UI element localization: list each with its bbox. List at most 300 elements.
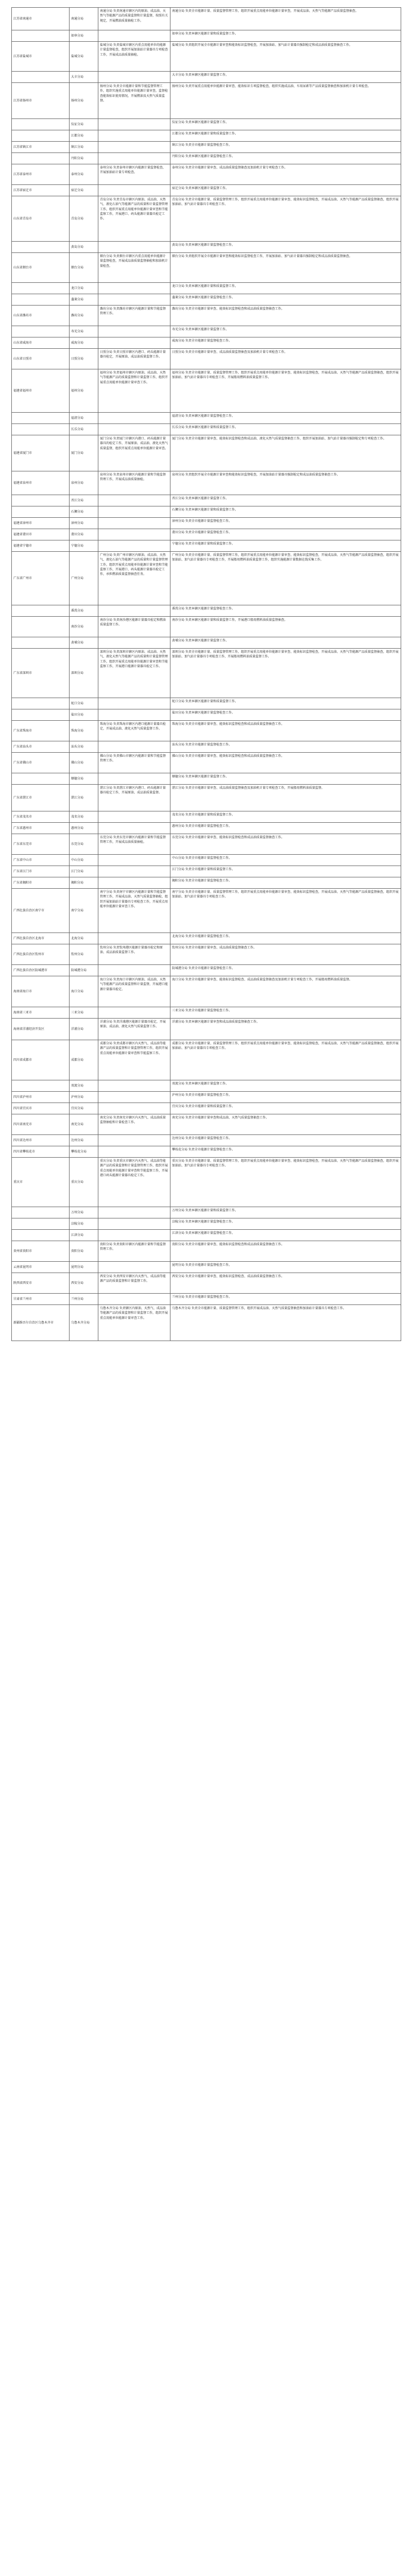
desc-cell <box>98 834 170 855</box>
unit-cell <box>12 30 70 42</box>
dept-cell <box>70 185 98 196</box>
unit-cell <box>12 1040 70 1080</box>
desc-cell <box>98 1294 170 1305</box>
dept-cell-text: 镇江分局 <box>71 145 84 149</box>
unit-cell <box>12 1114 70 1135</box>
content-cell <box>170 741 401 753</box>
unit-cell <box>12 976 70 1007</box>
content-cell-text: 双流分局 负责本辖区能源计量监督工作。 <box>172 1082 229 1086</box>
content-cell <box>170 933 401 944</box>
dept-cell <box>70 1230 98 1241</box>
unit-cell <box>12 834 70 855</box>
table-row <box>12 518 401 529</box>
dept-cell <box>70 965 98 976</box>
content-cell <box>170 142 401 153</box>
unit-cell-text: 四川省泸州市 <box>13 1095 32 1099</box>
desc-cell <box>98 72 170 83</box>
desc-cell-text: 乌鲁木齐分局 负责辖区内原油、天然气、成品油等能源产品的质量监督和计量监督工作，组织开展重点用能单位能源计量审查工作。 <box>100 1307 168 1320</box>
dept-cell-text: 盐田分局 <box>71 713 84 717</box>
unit-cell-text: 山东省青岛市 <box>13 216 32 221</box>
unit-cell-text: 广东省佛山市 <box>13 760 32 765</box>
unit-cell-text: 广东省江门市 <box>13 869 32 873</box>
desc-cell <box>98 617 170 637</box>
table-row <box>12 306 401 326</box>
desc-cell <box>98 153 170 164</box>
desc-cell <box>98 283 170 294</box>
unit-cell <box>12 649 70 698</box>
content-cell-text: 莆田分局 负责全市能源计量监督检查工作。 <box>172 531 232 534</box>
table-row <box>12 1103 401 1114</box>
unit-cell-text: 江苏省宿迁市 <box>13 188 32 192</box>
unit-cell <box>12 369 70 413</box>
dept-cell <box>70 976 98 1007</box>
dept-cell-text: 仪征分局 <box>71 122 84 126</box>
dept-cell-text: 日照分局 <box>71 357 84 361</box>
desc-cell <box>98 1040 170 1080</box>
unit-cell <box>12 506 70 518</box>
unit-cell <box>12 495 70 506</box>
unit-cell-text: 福建省福州市 <box>13 388 32 393</box>
unit-cell <box>12 283 70 294</box>
dept-cell <box>70 294 98 306</box>
unit-cell <box>12 1294 70 1305</box>
desc-cell-text: 南沙分局 负责南沙港区能源计量器具检定和燃油质量监督工作。 <box>100 618 166 627</box>
content-cell <box>170 1158 401 1207</box>
dept-cell <box>70 1305 98 1341</box>
dept-cell-text: 中山分局 <box>71 858 84 862</box>
desc-cell-text: 钦州分局 负责钦州港区能源计量器具检定和原油、成品油质量监督工作。 <box>100 946 163 955</box>
content-cell-text: 珠海分局 负责全市能源计量审查、能效标识监督检查和成品油质量监督抽查工作。 <box>172 722 284 726</box>
dept-cell <box>70 196 98 242</box>
desc-cell-text: 泉州分局 负责泉州市辖区内能源计量和节能监督管理工作，开展成品油质量抽检。 <box>100 473 166 482</box>
unit-cell <box>12 889 70 933</box>
content-cell <box>170 196 401 242</box>
unit-cell <box>12 1305 70 1341</box>
unit-cell-text: 江苏省镇江市 <box>13 145 32 149</box>
content-cell-text: 蓬莱分局 负责本辖区能源计量监督检查工作。 <box>172 296 235 299</box>
unit-cell-text: 海南省洋浦经济开发区 <box>13 1027 45 1031</box>
unit-cell <box>12 552 70 605</box>
unit-cell <box>12 294 70 306</box>
unit-cell-text: 江苏省泰州市 <box>13 172 32 176</box>
content-cell-text: 重庆分局 负责全市能源计量、质量监督管理工作，组织开展重点用能单位能源计量审查、能效标识监督检查，开展成品油、天然气等能源产品质量监督抽查，组织开展加油站、加气站计量器具专项检查工作。 <box>172 1159 399 1168</box>
content-cell <box>170 721 401 741</box>
table-row <box>12 709 401 721</box>
unit-cell <box>12 1207 70 1218</box>
content-cell <box>170 698 401 709</box>
desc-cell <box>98 540 170 552</box>
dept-cell <box>70 741 98 753</box>
content-cell <box>170 605 401 617</box>
content-cell-text: 广州分局 负责全市能源计量、质量监督管理工作，组织开展重点用能单位能源计量审查、能效标识监督检查，开展成品油、天然气等能源产品质量监督抽查，组织开展加油站、加气站计量器具专项检查工作，开展船用燃料油质量监督工作，组织实施能源计量数据在线采集工作。 <box>172 553 399 562</box>
document-page <box>0 7 412 1341</box>
content-cell <box>170 185 401 196</box>
desc-cell <box>98 119 170 130</box>
desc-cell <box>98 855 170 866</box>
unit-cell <box>12 1158 70 1207</box>
unit-cell-text: 江苏省扬州市 <box>13 98 32 103</box>
unit-cell-text: 山东省日照市 <box>13 357 32 361</box>
unit-cell <box>12 540 70 552</box>
unit-cell-text: 四川省宜宾市 <box>13 1106 32 1110</box>
dept-cell-text: 汕头分局 <box>71 744 84 749</box>
unit-cell-text: 海南省海口市 <box>13 989 32 993</box>
content-cell <box>170 471 401 495</box>
unit-cell <box>12 1241 70 1262</box>
unit-cell-text: 陕西省西安市 <box>13 1281 32 1285</box>
dept-cell-text: 长乐分局 <box>71 427 84 431</box>
dept-cell <box>70 42 98 72</box>
table-row <box>12 721 401 741</box>
content-cell <box>170 30 401 42</box>
table-row <box>12 349 401 369</box>
content-cell-text: 黄埔分局 负责本辖区能源计量监督工作。 <box>172 639 229 642</box>
dept-cell-text: 龙口分局 <box>71 286 84 290</box>
unit-cell-text: 海南省三亚市 <box>13 1010 32 1014</box>
content-cell-text: 攀枝花分局 负责全市能源计量监督检查工作。 <box>172 1148 235 1151</box>
unit-cell <box>12 1146 70 1158</box>
dept-cell-text: 南充分局 <box>71 1122 84 1126</box>
content-cell-text: 泸州分局 负责全市能源计量监督检查工作。 <box>172 1093 232 1097</box>
table-row <box>12 1273 401 1294</box>
content-cell <box>170 855 401 866</box>
dept-cell-text: 福清分局 <box>71 416 84 420</box>
content-cell <box>170 649 401 698</box>
content-cell-text: 宁德分局 负责全市能源计量和质量监督工作。 <box>172 542 235 546</box>
table-row <box>12 1305 401 1341</box>
table-row <box>12 1092 401 1103</box>
content-cell-text: 东莞分局 负责全市能源计量审查、能效标识监督检查和成品油质量监督抽查工作。 <box>172 836 284 839</box>
content-cell-text: 南充分局 负责全市能源计量审查和成品油、天然气质量监督抽查工作。 <box>172 1116 269 1120</box>
dept-cell-text: 黄埔分局 <box>71 640 84 645</box>
content-cell-text: 洋浦分局 负责本辖区能源计量审查和成品油质量监督抽查工作。 <box>172 1020 260 1024</box>
content-cell-text: 钦州分局 负责全市能源计量审查、成品油质量监督抽查工作。 <box>172 946 256 950</box>
dept-cell-text: 江津分局 <box>71 1233 84 1237</box>
dept-cell-text: 黄岛分局 <box>71 245 84 249</box>
content-cell <box>170 164 401 185</box>
desc-cell-text: 湛江分局 负责湛江市辖区内港口、码头能源计量器具检定工作，开展原油、成品油质量监督。 <box>100 786 166 795</box>
table-row <box>12 866 401 877</box>
desc-cell-text: 盐城分局 负责盐城市辖区内重点用能单位的能源计量监督检查，组织开展加油站计量器具专项检查工作，开展成品油质量抽检。 <box>100 43 168 57</box>
content-cell <box>170 1146 401 1158</box>
desc-cell <box>98 637 170 649</box>
unit-cell-text: 云南省昆明市 <box>13 1265 32 1269</box>
content-cell-text: 惠州分局 负责全市能源计量监督检查工作。 <box>172 824 232 828</box>
desc-cell-text: 青岛分局 负责青岛市辖区内原油、成品油、天然气、液化石油气等能源产品的质量和计量监督管理工作，组织开展重点用能单位能源计量审查和节能监察工作，开展港口、码头能源计量器具检定工作。 <box>100 198 168 221</box>
content-cell-text: 揭阳分局 负责全市能源计量监督检查工作。 <box>172 879 232 883</box>
desc-cell <box>98 506 170 518</box>
dept-cell <box>70 552 98 605</box>
content-cell-text: 威海分局 负责全市能源计量监督检查工作。 <box>172 339 232 343</box>
agency-table-body <box>12 8 401 1341</box>
dept-cell <box>70 72 98 83</box>
dept-cell <box>70 855 98 866</box>
desc-cell <box>98 196 170 242</box>
content-cell-text: 黄岛分局 负责本辖区能源计量监督检查工作。 <box>172 243 235 247</box>
content-cell <box>170 1305 401 1341</box>
content-cell-text: 番禺分局 负责本辖区能源计量监督检查工作。 <box>172 607 235 611</box>
table-row <box>12 196 401 242</box>
desc-cell <box>98 823 170 834</box>
content-cell <box>170 811 401 823</box>
dept-cell-text: 东莞分局 <box>71 842 84 846</box>
content-cell <box>170 153 401 164</box>
unit-cell <box>12 1273 70 1294</box>
unit-cell-text: 福建省厦门市 <box>13 451 32 455</box>
desc-cell <box>98 721 170 741</box>
content-cell-text: 汕头分局 负责全市能源计量监督检查工作。 <box>172 743 232 747</box>
unit-cell <box>12 424 70 435</box>
unit-cell <box>12 877 70 889</box>
unit-cell <box>12 855 70 866</box>
unit-cell-text: 重庆市 <box>13 1180 23 1184</box>
desc-cell <box>98 306 170 326</box>
content-cell-text: 镇江分局 负责全市能源计量监督检查工作。 <box>172 143 232 147</box>
unit-cell-text: 广东省茂名市 <box>13 815 32 819</box>
content-cell <box>170 1019 401 1040</box>
unit-cell <box>12 349 70 369</box>
dept-cell-text: 蓬莱分局 <box>71 297 84 301</box>
table-row <box>12 889 401 933</box>
table-row <box>12 83 401 119</box>
table-row <box>12 242 401 253</box>
content-cell-text: 扬州分局 负责开展重点用能单位能源计量审查、能效标识专项监督检查，组织实施成品油、车用尿素等产品质量监督抽查和加油机计量专项检查。 <box>172 84 371 88</box>
desc-cell <box>98 1273 170 1294</box>
unit-cell <box>12 1092 70 1103</box>
content-cell <box>170 1040 401 1080</box>
dept-cell <box>70 142 98 153</box>
content-cell-text: 海口分局 负责全市能源计量审查、能效标识监督检查、成品油质量监督抽查及加油机计量专项检查工作，开展船用燃料油质量监督。 <box>172 978 352 981</box>
dept-cell <box>70 30 98 42</box>
content-cell <box>170 1114 401 1135</box>
unit-cell <box>12 1135 70 1146</box>
dept-cell <box>70 753 98 773</box>
dept-cell-text: 晋江分局 <box>71 498 84 502</box>
content-cell <box>170 435 401 471</box>
dept-cell <box>70 1103 98 1114</box>
desc-cell-text: 重庆分局 负责重庆市辖区内天然气、成品油等能源产品的质量监督和计量监督管理工作，组织开展重点用能单位能源计量审查和节能监察工作，开展港口码头能源计量器具检定工作。 <box>100 1159 168 1177</box>
dept-cell-text: 大丰分局 <box>71 75 84 79</box>
unit-cell <box>12 42 70 72</box>
dept-cell <box>70 866 98 877</box>
unit-cell <box>12 337 70 349</box>
content-cell <box>170 326 401 337</box>
content-cell-text: 福州分局 负责全市能源计量、质量监督管理工作，组织开展重点用能单位能源计量审查、能效标识监督检查，开展成品油、天然气等能源产品质量监督抽查，组织开展加油站、加气站计量器具专项检查工作，开展船用燃料油质量监督工作。 <box>172 371 399 380</box>
content-cell <box>170 1007 401 1019</box>
table-row <box>12 773 401 785</box>
desc-cell-text: 广州分局 负责广州市辖区内原油、成品油、天然气、液化石油气等能源产品的质量和计量监督管理工作，组织开展重点用能单位能源计量审查和节能监察工作，开展港口、码头能源计量器具检定工作，承担燃油质量监督抽查任务。 <box>100 553 168 577</box>
desc-cell <box>98 811 170 823</box>
table-row <box>12 337 401 349</box>
dept-cell-text: 如皋分局 <box>71 33 84 38</box>
dept-cell <box>70 1019 98 1040</box>
unit-cell-text: 四川省攀枝花市 <box>13 1149 36 1154</box>
content-cell <box>170 42 401 72</box>
content-cell <box>170 773 401 785</box>
dept-cell <box>70 1207 98 1218</box>
content-cell <box>170 1218 401 1230</box>
desc-cell <box>98 1230 170 1241</box>
dept-cell <box>70 1218 98 1230</box>
dept-cell <box>70 369 98 413</box>
unit-cell <box>12 785 70 811</box>
content-cell <box>170 72 401 83</box>
dept-cell-text: 宜宾分局 <box>71 1106 84 1110</box>
table-row <box>12 8 401 30</box>
desc-cell-text: 烟台分局 负责烟台市辖区内重点用能单位能源计量监督检查，开展成品油质量监督抽检和加油机计量检查。 <box>100 255 168 268</box>
table-row <box>12 369 401 413</box>
content-cell-text: 南通分局 负责全市能源计量、质量监督管理工作，组织开展重点用能单位能源计量审查，开展成品油、天然气等能源产品质量监督抽查。 <box>172 9 358 13</box>
desc-cell-text: 成都分局 负责成都市辖区内天然气、成品油等能源产品的质量监督和计量监督管理工作，组织开展重点用能单位能源计量审查和节能监察工作。 <box>100 1042 168 1055</box>
dept-cell-text: 福州分局 <box>71 388 84 393</box>
dept-cell-text: 潍坊分局 <box>71 313 84 317</box>
dept-cell <box>70 811 98 823</box>
table-row <box>12 1262 401 1273</box>
desc-cell-text: 扬州分局 负责全市能源计量和节能监督管理工作，组织实施重点用能单位能源计量审查，监督检查能效标识使用情况，开展燃油及天然气质量监督。 <box>100 84 168 103</box>
content-cell-text: 盐城分局 负责组织开展全市能源计量审查和能效标识监督检查，开展加油站、加气站计量器具强制检定和成品油质量监督抽查工作。 <box>172 43 352 47</box>
content-cell-text: 大丰分局 负责本辖区能源计量监督工作。 <box>172 73 229 77</box>
dept-cell <box>70 1007 98 1019</box>
dept-cell-text: 揭阳分局 <box>71 880 84 885</box>
unit-cell-text: 广东省汕头市 <box>13 744 32 749</box>
desc-cell <box>98 349 170 369</box>
content-cell-text: 江都分局 负责本辖区能源计量和质量监督工作。 <box>172 132 238 135</box>
table-row <box>12 933 401 944</box>
content-cell <box>170 349 401 369</box>
desc-cell <box>98 709 170 721</box>
content-cell <box>170 1092 401 1103</box>
dept-cell <box>70 283 98 294</box>
dept-cell-text: 丹阳分局 <box>71 156 84 160</box>
content-cell <box>170 518 401 529</box>
content-cell-text: 青岛分局 负责全市能源计量、质量监督管理工作，组织开展重点用能单位能源计量审查、能效标识监督检查，开展成品油、天然气等能源产品质量监督抽查，组织开展加油站、加气站计量器具专项检查工作。 <box>172 198 399 207</box>
dept-cell-text: 漳州分局 <box>71 521 84 525</box>
desc-cell-text: 珠海分局 负责珠海市辖区内港口能源计量器具检定，开展成品油、液化天然气质量监督工作。 <box>100 722 166 731</box>
desc-cell <box>98 253 170 283</box>
dept-cell <box>70 1262 98 1273</box>
dept-cell-text: 三亚分局 <box>71 1010 84 1014</box>
unit-cell-text: 广东省中山市 <box>13 858 32 862</box>
dept-cell <box>70 471 98 495</box>
dept-cell <box>70 1158 98 1207</box>
table-row <box>12 1230 401 1241</box>
unit-cell <box>12 1262 70 1273</box>
dept-cell-text: 烟台分局 <box>71 265 84 269</box>
content-cell <box>170 253 401 283</box>
table-row <box>12 1080 401 1092</box>
dept-cell-text: 洋浦分局 <box>71 1027 84 1031</box>
dept-cell-text: 南宁分局 <box>71 908 84 912</box>
desc-cell-text: 厦门分局 负责厦门市辖区内港口、码头能源计量器具的检定工作，开展原油、成品油、液化天然气质量监督，组织开展重点用能单位能源计量审查。 <box>100 437 168 450</box>
desc-cell <box>98 471 170 495</box>
unit-cell-text: 广西壮族自治区防城港市 <box>13 968 48 972</box>
content-cell-text: 三亚分局 负责全市能源计量监督检查工作。 <box>172 1009 232 1012</box>
content-cell <box>170 413 401 424</box>
dept-cell <box>70 773 98 785</box>
dept-cell <box>70 1135 98 1146</box>
unit-cell <box>12 1080 70 1092</box>
desc-cell <box>98 933 170 944</box>
desc-cell <box>98 242 170 253</box>
table-row <box>12 471 401 495</box>
desc-cell <box>98 326 170 337</box>
desc-cell <box>98 1019 170 1040</box>
content-cell-text: 烟台分局 负责组织开展全市能源计量审查和能效标识监督检查工作，开展加油站、加气站计量器具强制检定和成品油质量监督抽查。 <box>172 255 352 258</box>
unit-cell-text: 广西壮族自治区钦州市 <box>13 952 45 956</box>
dept-cell-text: 湛江分局 <box>71 795 84 800</box>
content-cell <box>170 1080 401 1092</box>
content-cell <box>170 1135 401 1146</box>
desc-cell <box>98 944 170 965</box>
desc-cell-text: 贵阳分局 负责贵阳市辖区内能源计量和节能监督管理工作。 <box>100 1243 166 1251</box>
dept-cell <box>70 435 98 471</box>
content-cell-text: 寿光分局 负责本辖区能源计量监督工作。 <box>172 328 229 331</box>
dept-cell-text: 重庆分局 <box>71 1180 84 1184</box>
desc-cell <box>98 529 170 540</box>
dept-cell <box>70 83 98 119</box>
unit-cell <box>12 1230 70 1241</box>
unit-cell-text: 甘肃省兰州市 <box>13 1297 32 1301</box>
unit-cell <box>12 326 70 337</box>
table-row <box>12 1114 401 1135</box>
content-cell <box>170 283 401 294</box>
dept-cell <box>70 8 98 30</box>
dept-cell <box>70 506 98 518</box>
desc-cell <box>98 337 170 349</box>
desc-cell <box>98 142 170 153</box>
dept-cell-text: 顺德分局 <box>71 776 84 781</box>
table-row <box>12 1146 401 1158</box>
content-cell-text: 南宁分局 负责全市能源计量、质量监督管理工作，组织开展重点用能单位能源计量审查、能效标识监督检查，开展成品油、天然气等能源产品质量监督抽查，组织开展加油站、加气站计量器具专项检查工作。 <box>172 890 399 899</box>
desc-cell <box>98 1080 170 1092</box>
table-row <box>12 605 401 617</box>
table-row <box>12 283 401 294</box>
dept-cell-text: 泸州分局 <box>71 1095 84 1099</box>
content-cell-text: 江津分局 负责本辖区能源计量监督检查工作。 <box>172 1231 235 1235</box>
desc-cell <box>98 1241 170 1262</box>
content-cell <box>170 866 401 877</box>
dept-cell-text: 南沙分局 <box>71 624 84 629</box>
unit-cell-text: 福建省泉州市 <box>13 481 32 485</box>
unit-cell-text: 四川省达州市 <box>13 1138 32 1142</box>
dept-cell <box>70 617 98 637</box>
dept-cell <box>70 1273 98 1294</box>
unit-cell <box>12 242 70 253</box>
desc-cell-text: 日照分局 负责日照市辖区内港口、码头能源计量器具检定，开展原油、成品油质量监督工作。 <box>100 350 166 359</box>
content-cell-text: 西安分局 负责全市能源计量审查、能效标识监督检查、成品油质量监督抽查工作。 <box>172 1275 284 1278</box>
table-row <box>12 413 401 424</box>
desc-cell <box>98 1092 170 1103</box>
table-row <box>12 1158 401 1207</box>
desc-cell-text: 南宁分局 负责南宁市辖区内能源计量和节能监督管理工作，开展成品油、天然气质量监督抽检，组织开展加油站计量器具专项检查工作，开展重点用能单位能源计量审查工作。 <box>100 890 168 908</box>
unit-cell <box>12 72 70 83</box>
content-cell-text: 泉州分局 负责组织开展全市能源计量审查和能效标识监督检查，开展加油站计量器具强制检定和成品油质量监督抽查工作。 <box>172 473 340 477</box>
dept-cell-text: 海口分局 <box>71 989 84 993</box>
desc-cell <box>98 8 170 30</box>
unit-cell <box>12 518 70 529</box>
dept-cell <box>70 785 98 811</box>
desc-cell <box>98 1218 170 1230</box>
table-row <box>12 741 401 753</box>
desc-cell <box>98 185 170 196</box>
table-row <box>12 164 401 185</box>
unit-cell-text: 山东省潍坊市 <box>13 313 32 317</box>
content-cell-text: 长乐分局 负责本辖区能源计量和质量监督工作。 <box>172 426 238 429</box>
dept-cell-text: 南通分局 <box>71 16 84 21</box>
content-cell <box>170 369 401 413</box>
dept-cell <box>70 649 98 698</box>
unit-cell-text: 四川省南充市 <box>13 1122 32 1126</box>
